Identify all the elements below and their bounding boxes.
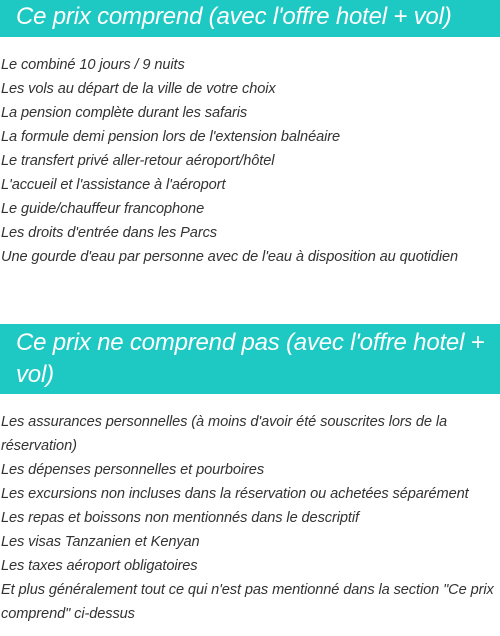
list-item: Les taxes aéroport obligatoires: [1, 558, 198, 574]
list-item: La pension complète durant les safaris: [1, 105, 248, 121]
list-item: Le guide/chauffeur francophone: [1, 201, 205, 217]
list-item: Les visas Tanzanien et Kenyan: [1, 534, 200, 550]
included-title: Ce prix comprend (avec l'offre hotel + vol): [0, 0, 500, 37]
list-item: Les dépenses personnelles et pourboires: [1, 462, 265, 478]
list-item: Le combiné 10 jours / 9 nuits: [1, 57, 185, 73]
list-item: La formule demi pension lors de l'extension balnéaire: [1, 129, 341, 145]
included-list: [0, 53, 500, 269]
list-item: Les droits d'entrée dans les Parcs: [1, 225, 217, 241]
list-item: Les vols au départ de la ville de votre choix: [1, 81, 276, 97]
list-item: Le transfert privé aller-retour aéroport/hôtel: [1, 153, 275, 169]
excluded-title: Ce prix ne comprend pas (avec l'offre hotel + vol): [0, 324, 500, 394]
excluded-section: [0, 324, 500, 626]
list-item: Et plus généralement tout ce qui n'est pas mentionné dans la section "Ce prix comprend" ci-dessus: [1, 582, 494, 622]
excluded-list: [0, 410, 500, 626]
list-item: Les excursions non incluses dans la réservation ou achetées séparément: [1, 486, 469, 502]
list-item: L'accueil et l'assistance à l'aéroport: [1, 177, 226, 193]
list-item: Les repas et boissons non mentionnés dans le descriptif: [1, 510, 359, 526]
list-item: Les assurances personnelles (à moins d'avoir été souscrites lors de la réservation): [1, 414, 447, 454]
included-section: [0, 0, 500, 269]
list-item: Une gourde d'eau par personne avec de l'eau à disposition au quotidien: [1, 249, 458, 265]
